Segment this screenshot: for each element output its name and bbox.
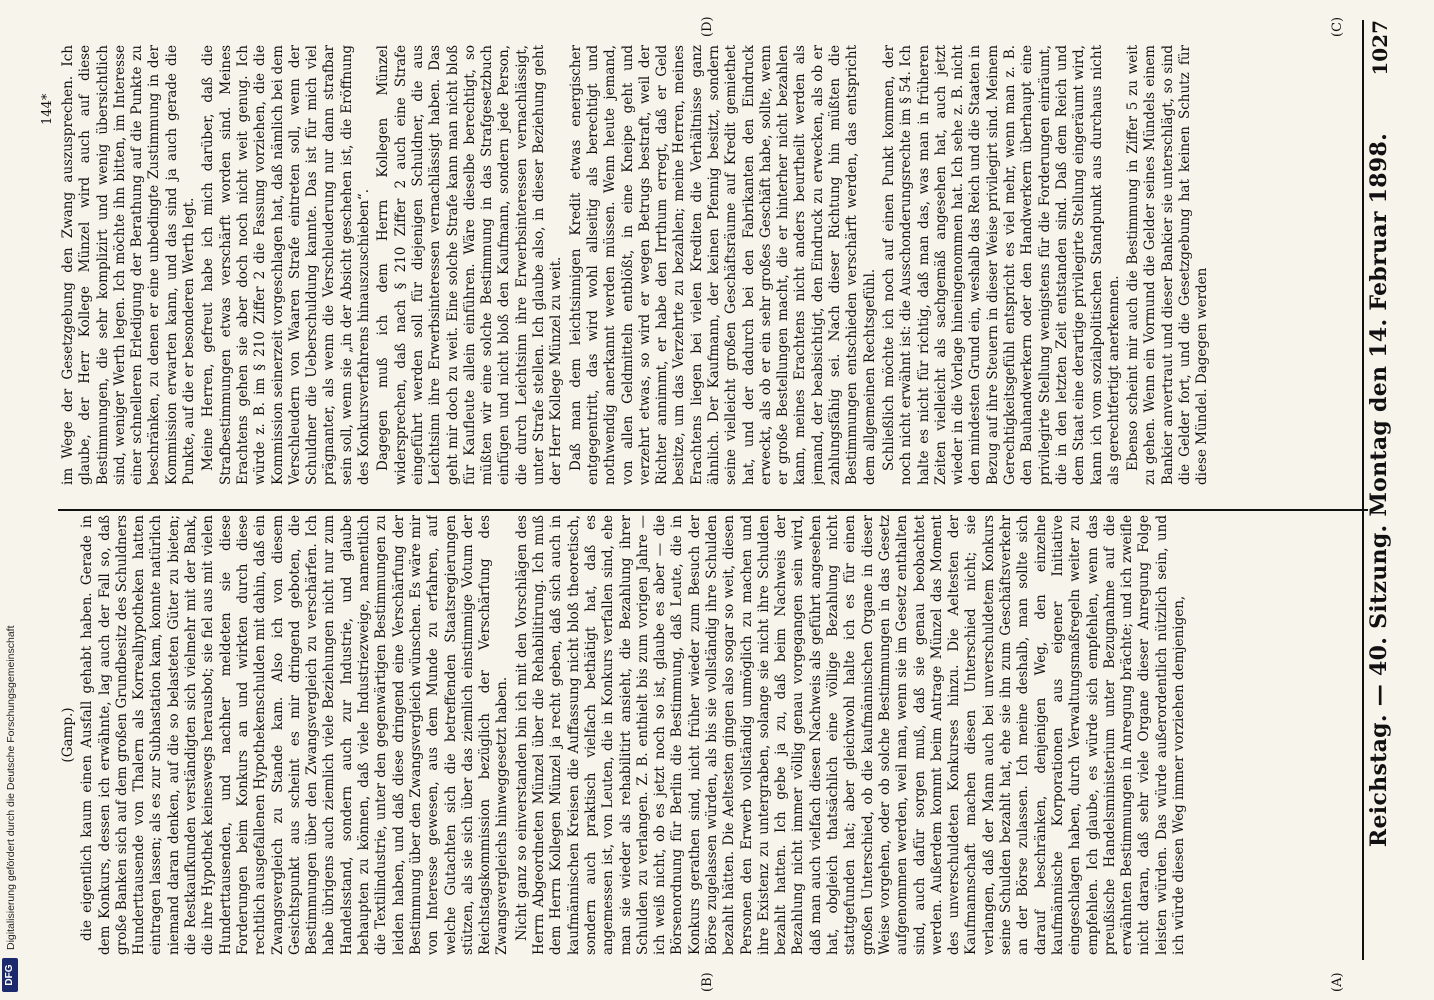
page-mark: 144* <box>40 93 55 125</box>
digitization-note: Digitalisierung gefördert durch die Deutsche Forschungsgemeinschaft <box>5 625 17 950</box>
right-paragraph-4: Daß man dem leichtsinnigen Kredit etwas energischer entgegentritt, das wird wohl allseitig als berechtigt und nothwendig anerkannt werden müssen. Wenn heute jemand, von allen Geldmitteln entblößt, in eine Kneipe geht und verzehrt etwas, so wird er wegen Betrugs bestraft, weil der Richter annimmt, er habe den Irrthum erregt, daß er Geld besitze, um das Verzehrte zu bezahlen; meine Herren, meines Erachtens liegen bei vielen Krediten die Verhältnisse ganz ähnlich. Der Kaufmann, der keinen Pfennig besitzt, sondern seine vielleicht großen Geschäftsräume auf Kredit gemiethet hat, und der dadurch bei den Fabrikanten den Eindruck erweckt, als ob er ein sehr großes Geschäft habe, sollte, wenn er große Bestellungen macht, die er hinterher nicht bezahlen kann, meines Erachtens nicht anders beurtheilt werden als jemand, der beabsichtigt, den Eindruck zu erwecken, als ob er zahlungsfähig sei. Nach dieser Richtung hin müßten die Bestimmungen entschieden verschärft werden, das entspricht dem allgemeinen Rechtsgefühl. <box>567 45 878 485</box>
right-column <box>60 45 1360 485</box>
margin-letter-b: (B) <box>700 972 715 992</box>
margin-letter-d: (D) <box>700 16 715 37</box>
dfg-logo-icon: DFG <box>2 958 18 992</box>
margin-letter-a: (A) <box>1330 972 1345 992</box>
header-page-number: 1027 <box>1368 20 1392 76</box>
right-paragraph-3: Dagegen muß ich dem Herrn Kollegen Münzel widersprechen, daß nach § 210 Ziffer 2 auch eine Strafe eingeführt werden soll für diejenigen Schuldner, die aus Leichtsinn ihre Erwerbsinteressen vernachlässigt haben. Das geht mir doch zu weit. Eine solche Strafe kann man nicht bloß für Kaufleute allein einführen. Wäre dieselbe berechtigt, so müßten wir eine solche Bestimmung in das Strafgesetzbuch einfügen und nicht bloß den Kaufmann, sondern jede Person, die durch Leichtsinn ihre Erwerbsinteressen vernachlässigt, unter Strafe stellen. Ich glaube also, in dieser Beziehung geht der Herr Kollege Münzel zu weit. <box>375 45 565 485</box>
speaker-name: (Gamp.) <box>60 707 76 763</box>
right-paragraph-6: Ebenso scheint mir auch die Bestimmung in Ziffer 5 zu weit zu gehen. Wenn ein Vormund die Gelder seines Mündels einem Bankier anvertraut und dieser Bankier sie unterschlägt, so sind die Gelder fort, und die Gesetzgebung hat keinen Schutz für diese Mündel. Dagegen werden <box>1125 45 1211 485</box>
header-title: Reichstag. — 40. Sitzung. Montag den 14. Februar 1898. <box>1366 132 1392 848</box>
page-header <box>1362 20 1402 960</box>
left-paragraph-2: Nicht ganz so einverstanden bin ich mit den Vorschlägen des Herrn Abgeordneten Münzel über die Rehabilitirung. Ich muß dem Herrn Kollegen Münzel ja recht geben, daß sich auch in kaufmännischen Kreisen die Auffassung nicht bloß theoretisch, sondern auch praktisch vielfach bethätigt hat, daß es angemessen ist, von Leuten, die in Konkurs verfallen sind, ehe man sie wieder als rehabilitirt ansieht, die Bezahlung ihrer Schulden zu verlangen. Z. B. enthielt bis zum vorigen Jahre — ich weiß nicht, ob es jetzt noch so ist, glaube es aber — die Börsenordnung für Berlin die Bestimmung, daß Leute, die in Konkurs gerathen sind, nicht früher wieder zum Besuch der Börse zugelassen würden, als bis sie vollständig ihre Schulden bezahlt hätten. Die Aeltesten gingen also sogar so weit, diesen Personen den Erwerb vollständig unmöglich zu machen und ihre Existenz zu untergraben, solange sie nicht ihre Schulden bezahlt hatten. Ich gebe ja zu, daß beim Nachweis der Bezahlung nicht immer völlig genau vorgegangen sein wird, daß man auch vielfach diesen Nachweis als geführt angesehen hat, obgleich thatsächlich eine völlige Bezahlung nicht stattgefunden hat; aber gleichwohl halte ich es für einen großen Unterschied, ob die kaufmännischen Organe in dieser Weise vorgehen, oder ob solche Bestimmungen in das Gesetz aufgenommen werden, weil man, wenn sie im Gesetz enthalten sind, auch dafür sorgen muß, daß sie genau beobachtet werden. Außerdem kommt beim Antrage Münzel das Moment des unverschuldeten Konkurses hinzu. Die Aeltesten der Kaufmannschaft machen diesen Unterschied nicht; sie verlangen, daß der Mann auch bei unverschuldetem Konkurs seine Schulden bezahlt hat, ehe sie ihn zum Geschäftsverkehr an der Börse zulassen. Ich meine deshalb, man sollte sich darauf beschränken, denjenigen Weg, den einzelne kaufmännische Korporationen aus eigener Initiative eingeschlagen haben, durch Verwaltungsmaßregeln weiter zu empfehlen. Ich glaube, es würde sich empfehlen, wenn das preußische Handelsministerium unter Bezugnahme auf die erwähnten Bestimmungen in Anregung brächte; und ich zweifle nicht daran, daß sehr viele Organe dieser Anregung Folge leisten würden. Das würde außerordentlich nützlich sein, und ich würde diesen Weg immer vorziehen demjenigen, <box>513 515 1187 955</box>
right-paragraph-1: im Wege der Gesetzgebung den Zwang auszusprechen. Ich glaube, der Herr Kollege Münzel wird auch auf diese Bestimmungen, die sehr komplizirt und wenig übersichtlich sind, weniger Werth legen. Ich möchte ihn bitten, im Interesse einer schnelleren Erledigung der Berathung auf die Punkte zu beschränken, zu denen er eine unbedingte Zustimmung in der Kommission erwarten kann, und das sind ja auch gerade die Punkte, auf die er besonderen Werth legt. <box>60 45 198 485</box>
right-paragraph-5: Schließlich möchte ich noch auf einen Punkt kommen, der noch nicht erwähnt ist: die Ausschonderungsrechte im § 54. Ich halte es nicht für richtig, daß man das, was man in früheren Zeiten vielleicht als sachgemäß angesehen hat, auch jetzt wieder in die Vorlage hineingenommen hat. Ich sehe z. B. nicht den mindesten Grund ein, weshalb das Reich und die Staaten in Bezug auf ihre Steuern in dieser Weise privilegirt sind. Meinem Gerechtigkeitsgefühl entspricht es viel mehr, wenn man z. B. den Bauhandwerkern oder den Handwerkern überhaupt eine privilegirte Stellung wenigstens für die Forderungen einräumt, die in den letzten Zeit entstanden sind. Daß dem Reich und dem Staat eine derartige privilegirte Stellung eingeräumt wird, kann ich vom sozialpolitischen Standpunkt aus durchaus nicht als gerechtfertigt anerkennen. <box>880 45 1122 485</box>
column-divider <box>58 509 1368 511</box>
right-paragraph-2: Meine Herren, gefreut habe ich mich darüber, daß die Strafbestimmungen etwas verschärft worden sind. Meines Erachtens gehen sie aber doch noch nicht weit genug. Ich würde z. B. im § 210 Ziffer 2 die Fassung vorziehen, die die Kommission seinerzeit vorgeschlagen hat, daß nämlich bei dem Verschleudern von Waaren Strafe eintreten soll, wenn der Schuldner die Ueberschuldung kannte. Das ist für mich viel prägnanter, als wenn die Verschleuderung nur dann strafbar sein soll, wenn sie „in der Absicht geschehen ist, die Eröffnung des Konkursverfahrens hinauszuschieben“. <box>200 45 373 485</box>
margin-letter-c: (C) <box>1330 16 1345 37</box>
left-column <box>60 515 1360 955</box>
left-paragraph-1: die eigentlich kaum einen Ausfall gehabt haben. Gerade in dem Konkurs, dessen ich erwähnte, lag auch der Fall so, daß große Banken sich auf dem großen Grundbesitz des Schuldners Hunderttausende von Thalern als Korrealhypotheken hatten eintragen lassen; als es zur Subhastation kam, konnte natürlich niemand daran denken, auf die so belasteten Güter zu bieten; die Restkaufkunden verständigten sich vielmehr mit der Bank, die ihre Hypothek keineswegs herausbot; sie fiel aus mit vielen Hunderttausenden, und nachher meldeten sie diese Forderungen beim Konkurs an und wirkten durch diese rechtlich ausgefallenen Hypothekenschulden mit dahin, daß ein Zwangsvergleich zu Stande kam. Also ich von diesem Gesichtspunkt aus scheint es mir dringend geboten, die Bestimmungen über den Zwangsvergleich zu verschärfen. Ich habe übrigens auch ziemlich viele Beziehungen nicht nur zum Handelsstand, sondern auch zur Industrie, und glaube behaupten zu können, daß viele Industriezweige, namentlich die Textilindustrie, unter den gegenwärtigen Bestimmungen zu leiden haben, und daß diese dringend eine Verschärfung der Bestimmung über den Zwangsvergleich wünschen. Es wäre mir von Interesse gewesen, aus dem Munde zu erfahren, auf welche Gutachten sich die betreffenden Staatsregierungen stützen, als sie sich über das ziemlich einstimmige Votum der Reichstagskommission bezüglich der Verschärfung des Zwangsvergleichs hinweggesetzt haben. <box>79 515 511 955</box>
